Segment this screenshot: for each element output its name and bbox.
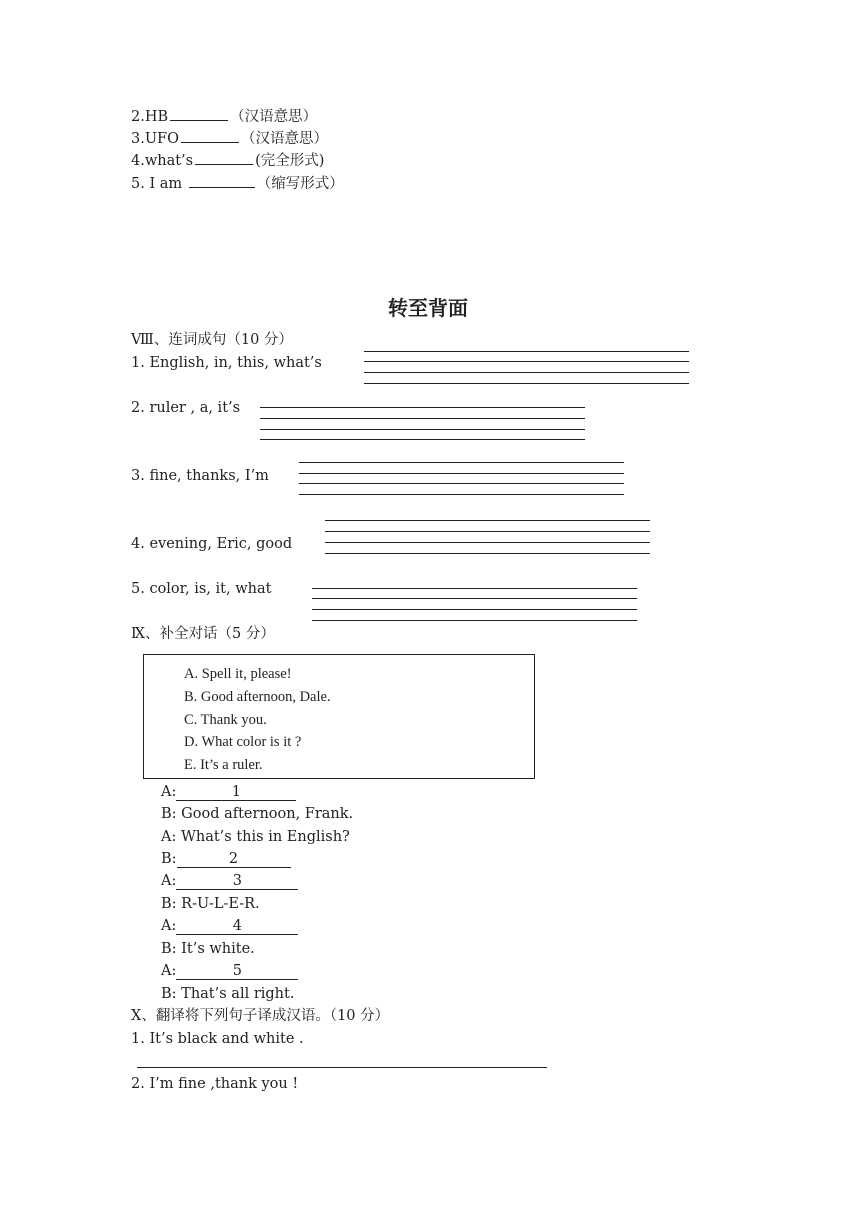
dialogue-blank-3[interactable] (176, 873, 298, 890)
section-10-heading: Ⅹ、翻译将下列句子译成汉语。（10 分） (131, 1008, 390, 1024)
speaker: A: (161, 963, 177, 979)
dialogue-blank-4[interactable] (176, 918, 298, 935)
dialogue-line-10 (161, 985, 294, 1003)
abbrev-item (131, 173, 344, 193)
section-9-heading: Ⅸ、补全对话（5 分） (131, 626, 275, 642)
answer-line (364, 351, 689, 352)
speaker: B: (161, 896, 177, 912)
sentence-item-1: 1. English, in, this, what’s (131, 355, 322, 371)
answer-line (312, 598, 637, 599)
answer-line (312, 609, 637, 610)
option-c: C. Thank you. (184, 712, 267, 728)
answer-line (260, 418, 585, 419)
dialogue-line-2 (161, 805, 353, 823)
speaker: A: (161, 873, 177, 889)
answer-line (312, 620, 637, 621)
answer-blank[interactable] (195, 150, 253, 165)
dialogue-line-3 (161, 828, 350, 846)
dialogue-blank-1[interactable] (176, 784, 296, 801)
answer-line (325, 531, 650, 532)
dialogue-text: It’s white. (181, 941, 255, 957)
speaker: B: (161, 941, 177, 957)
translation-answer-line[interactable] (137, 1067, 547, 1068)
translate-item-2: 2. I’m fine ,thank you ! (131, 1076, 299, 1092)
dialogue-line-4 (161, 850, 291, 868)
answer-line (299, 473, 624, 474)
speaker: B: (161, 806, 177, 822)
answer-line (260, 439, 585, 440)
dialogue-line-1 (161, 783, 296, 801)
dialogue-line-9 (161, 962, 298, 980)
dialogue-text: That’s all right. (181, 986, 295, 1002)
abbrev-text: 4.what’s (131, 153, 194, 169)
blank-number: 1 (231, 784, 241, 800)
blank-number: 5 (232, 963, 242, 979)
sentence-item-4: 4. evening, Eric, good (131, 536, 293, 552)
abbrev-note: （汉语意思） (230, 109, 318, 125)
blank-number: 4 (232, 918, 242, 934)
abbrev-note: （汉语意思） (241, 131, 329, 147)
option-a: A. Spell it, please! (184, 666, 292, 682)
speaker: A: (161, 784, 177, 800)
page-title: 转至背面 (388, 296, 468, 320)
abbrev-note: (完全形式) (255, 153, 325, 169)
abbrev-item (131, 128, 328, 148)
speaker: B: (161, 986, 177, 1002)
option-e: E. It’s a ruler. (184, 757, 263, 773)
sentence-item-2: 2. ruler , a, it’s (131, 400, 241, 416)
dialogue-text: R-U-L-E-R. (181, 896, 260, 912)
answer-line (364, 372, 689, 373)
sentence-item-5: 5. color, is, it, what (131, 581, 272, 597)
answer-line (325, 542, 650, 543)
abbrev-item (131, 150, 324, 170)
answer-line (364, 361, 689, 362)
section-8-heading: Ⅷ、连词成句（10 分） (131, 332, 293, 348)
sentence-item-3: 3. fine, thanks, I’m (131, 468, 269, 484)
answer-line (299, 483, 624, 484)
abbrev-text: 5. I am (131, 176, 187, 192)
dialogue-blank-2[interactable] (177, 851, 291, 868)
dialogue-blank-5[interactable] (176, 963, 298, 980)
option-d: D. What color is it ? (184, 734, 302, 750)
speaker: A: (161, 829, 177, 845)
answer-blank[interactable] (181, 128, 239, 143)
dialogue-line-7 (161, 917, 298, 935)
blank-number: 2 (228, 851, 239, 867)
answer-line (364, 383, 689, 384)
answer-line (325, 553, 650, 554)
dialogue-line-8 (161, 940, 255, 958)
abbrev-note: （缩写形式） (256, 176, 344, 192)
answer-line (325, 520, 650, 521)
answer-line (312, 588, 637, 589)
dialogue-line-5 (161, 872, 298, 890)
abbrev-item (131, 106, 317, 126)
answer-blank[interactable] (170, 106, 228, 121)
dialogue-text: Good afternoon, Frank. (181, 806, 354, 822)
speaker: B: (161, 851, 177, 867)
answer-line (260, 407, 585, 408)
dialogue-text: What’s this in English? (180, 829, 350, 845)
speaker: A: (161, 918, 177, 934)
abbrev-text: 2.HB (131, 109, 169, 125)
dialogue-line-6 (161, 895, 260, 913)
answer-line (260, 429, 585, 430)
translate-item-1: 1. It’s black and white . (131, 1031, 304, 1047)
option-b: B. Good afternoon, Dale. (184, 689, 331, 705)
answer-line (299, 494, 624, 495)
answer-line (299, 462, 624, 463)
answer-blank[interactable] (189, 173, 255, 188)
blank-number: 3 (232, 873, 242, 889)
abbrev-text: 3.UFO (131, 131, 180, 147)
